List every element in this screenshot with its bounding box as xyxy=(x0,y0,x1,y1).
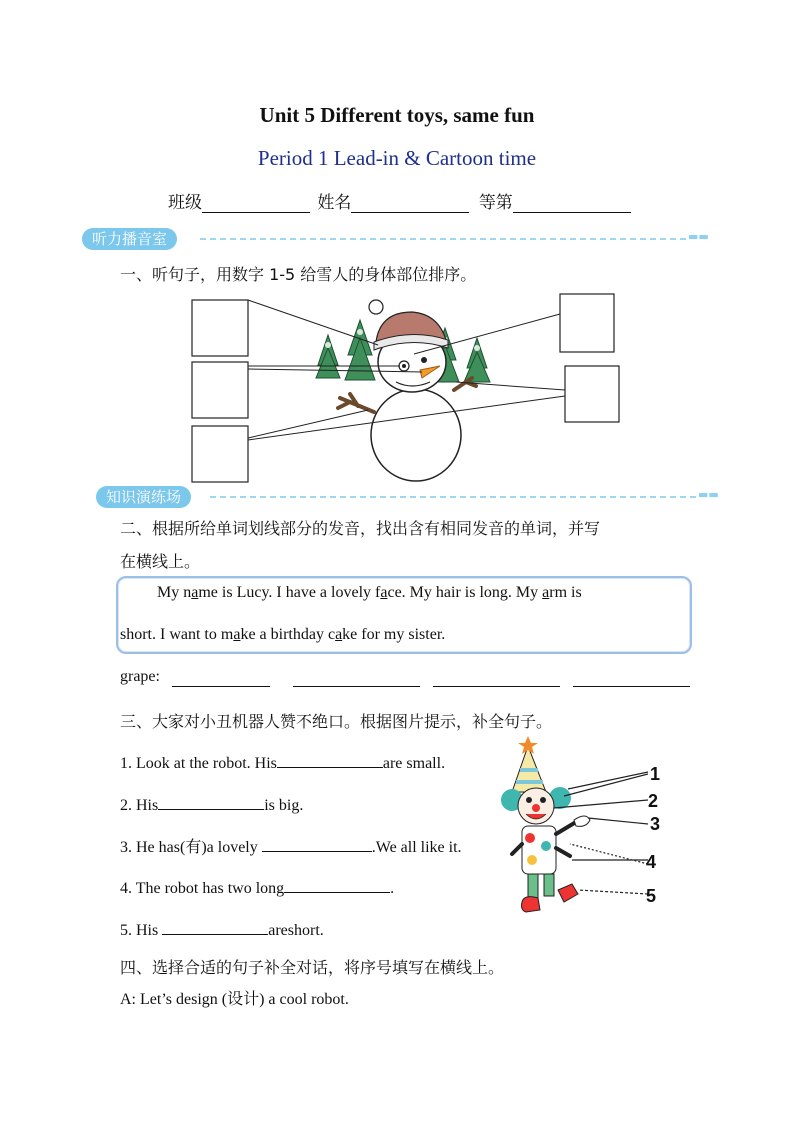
section2-divider xyxy=(210,496,696,498)
section2-question-line1: 二、根据所给单词划线部分的发音，找出含有相同发音的单词，并写 xyxy=(120,519,601,538)
section1-divider xyxy=(200,238,686,240)
answer-box xyxy=(192,300,248,356)
eye-icon xyxy=(526,797,532,803)
class-label: 班级 xyxy=(168,193,202,213)
page-subtitle: Period 1 Lead-in & Cartoon time xyxy=(257,146,537,170)
section2-divider-end: ▬▬ xyxy=(698,488,719,501)
eye-icon xyxy=(421,357,427,363)
sentence-blank[interactable] xyxy=(284,876,390,893)
sentence-1: 1. Look at the robot. His are small. xyxy=(120,751,445,773)
section1-banner: 听力播音室 xyxy=(82,228,177,250)
sentence-5: 5. His areshort. xyxy=(120,918,324,940)
name-field[interactable] xyxy=(351,194,469,213)
eye-icon xyxy=(540,797,546,803)
sentence-blank[interactable] xyxy=(162,918,268,935)
clown-hand-icon xyxy=(574,816,590,826)
clown-body xyxy=(522,826,556,874)
clown-shoe-icon xyxy=(522,897,541,912)
section2-question-line2: 在横线上。 xyxy=(120,552,201,571)
clown-label: 5 xyxy=(646,886,657,906)
answer-blank[interactable] xyxy=(573,670,690,687)
clown-label: 1 xyxy=(650,764,661,784)
section4-question: 四、选择合适的句子补全对话，将序号填写在横线上。 xyxy=(120,958,505,977)
sentence-4: 4. The robot has two long . xyxy=(120,876,394,898)
clown-nose-icon xyxy=(532,804,540,812)
clown-label: 3 xyxy=(650,814,661,834)
section2-banner: 知识演练场 xyxy=(96,486,191,508)
clown-label: 2 xyxy=(648,791,659,811)
answer-blank[interactable] xyxy=(172,670,270,687)
passage-line2: short. I want to make a birthday cake for my sister. xyxy=(120,626,446,643)
clown-leg xyxy=(544,874,554,896)
grape-answer-label: grape: xyxy=(120,668,160,685)
grade-field[interactable] xyxy=(513,194,631,213)
page-title: Unit 5 Different toys, same fun xyxy=(259,103,535,127)
name-label: 姓名 xyxy=(317,193,352,213)
sentence-3: 3. He has(有)a lovely .We all like it. xyxy=(120,834,462,857)
stick-arm xyxy=(338,394,374,412)
snowman-body xyxy=(371,389,461,481)
clown-robot-figure xyxy=(498,734,668,924)
class-field[interactable] xyxy=(202,194,310,213)
sentence-blank[interactable] xyxy=(262,835,372,852)
answer-box xyxy=(192,426,248,482)
clown-shoe-icon xyxy=(558,884,578,902)
answer-blank[interactable] xyxy=(293,670,420,687)
student-info-row xyxy=(168,188,631,213)
answer-blank[interactable] xyxy=(433,670,560,687)
answer-box xyxy=(565,366,619,422)
answer-box xyxy=(560,294,614,352)
clown-label: 4 xyxy=(646,852,657,872)
grade-label: 等第 xyxy=(478,193,513,213)
sentence-2: 2. His is big. xyxy=(120,793,303,815)
dialogue-line-a: A: Let’s design (设计) a cool robot. xyxy=(120,991,349,1008)
section1-question: 一、听句子，用数字 1-5 给雪人的身体部位排序。 xyxy=(120,265,477,284)
section1-divider-end: ▬▬ xyxy=(688,230,709,243)
clown-leg xyxy=(528,874,538,900)
answer-box xyxy=(192,362,248,418)
hat-pompom xyxy=(369,300,383,314)
section3-question: 三、大家对小丑机器人赞不绝口。根据图片提示，补全句子。 xyxy=(120,712,553,731)
sentence-blank[interactable] xyxy=(277,751,383,768)
sentence-blank[interactable] xyxy=(158,793,264,810)
snowman-figure xyxy=(190,290,620,490)
passage-line1: My name is Lucy. I have a lovely face. My hair is long. My arm is xyxy=(157,584,582,601)
